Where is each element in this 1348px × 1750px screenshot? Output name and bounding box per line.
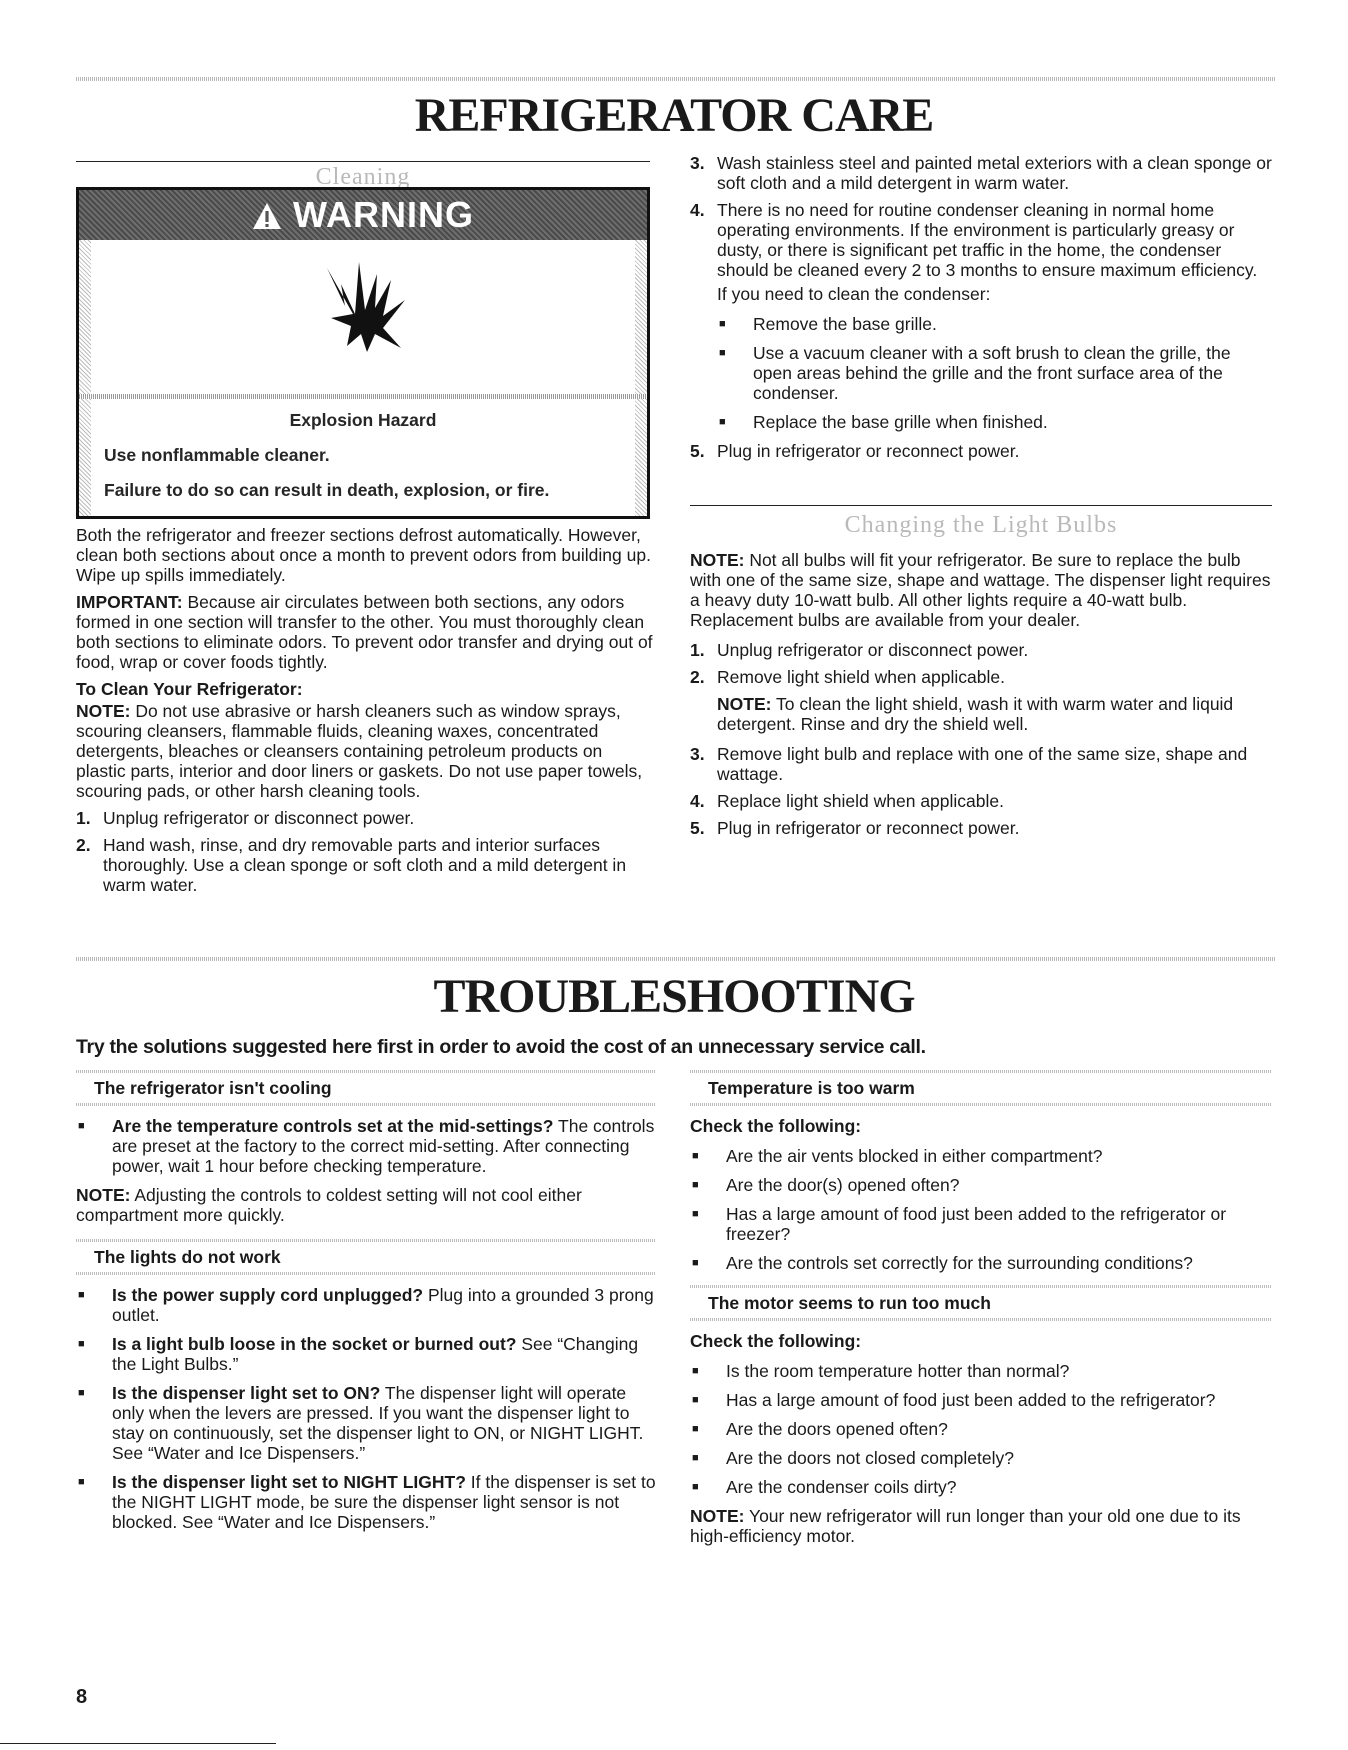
motor-check: Check the following: — [690, 1331, 862, 1351]
step-number: 2. — [76, 835, 91, 855]
lights-item — [76, 1334, 656, 1374]
lights-item — [76, 1383, 656, 1463]
condenser-intro: If you need to clean the condenser: — [717, 284, 991, 304]
item-text — [112, 1116, 656, 1176]
step-number: 5. — [690, 818, 705, 838]
not-cooling-heading: The refrigerator isn't cooling — [76, 1070, 656, 1106]
item-question: Are the temperature controls set at the mid-settings? — [112, 1116, 554, 1136]
bulbs-note-text: Not all bulbs will fit your refrigerator. Be sure to replace the bulb with one of the same size, shape and wattage. The dispenser light requires a heavy duty 10-watt bulb. All other lights require a 40-watt bulb. Replacement bulbs are available from your dealer. — [690, 550, 1271, 630]
step-number: 2. — [690, 667, 705, 687]
to-clean-heading: To Clean Your Refrigerator: — [76, 679, 303, 699]
bullet-icon: ■ — [719, 347, 726, 359]
step-number: 5. — [690, 441, 705, 461]
item-answer: See “Changing the Light Bulbs.” — [112, 1334, 639, 1374]
warning-line-2: Failure to do so can result in death, explosion, or fire. — [104, 480, 550, 500]
item-text: Are the doors not closed completely? — [726, 1448, 1014, 1468]
lights-item — [76, 1472, 656, 1532]
troubleshooting-title: TROUBLESHOOTING — [433, 970, 915, 1023]
too-warm-item — [690, 1253, 1272, 1273]
note-label: NOTE: — [690, 1506, 745, 1526]
note-text: Adjusting the controls to coldest setting will not cool either compartment more quickly. — [76, 1185, 582, 1225]
important-text: Because air circulates between both sections, any odors formed in one section will transfer to the other. You must thoroughly clean both sections to eliminate odors. To prevent odor transfer and drying out of food, wrap or cover foods tightly. — [76, 592, 653, 672]
step-number: 4. — [690, 791, 705, 811]
important-paragraph — [76, 592, 656, 672]
too-warm-item — [690, 1146, 1272, 1166]
step-number: 4. — [690, 200, 705, 220]
trouble-right — [690, 1070, 1272, 1553]
cleaning-step — [690, 200, 1272, 280]
warning-divider — [79, 394, 647, 399]
step-text: Plug in refrigerator or reconnect power. — [717, 818, 1020, 838]
warning-line-1: Use nonflammable cleaner. — [104, 445, 330, 465]
note-label: NOTE: — [76, 1185, 131, 1205]
bullet-icon: ■ — [692, 1179, 699, 1191]
item-text: Are the air vents blocked in either compartment? — [726, 1146, 1103, 1166]
motor-item — [690, 1390, 1272, 1410]
motor-item — [690, 1448, 1272, 1468]
condenser-bullet — [717, 314, 1272, 334]
motor-note — [690, 1506, 1272, 1546]
warning-left-shade — [79, 240, 91, 516]
bullet-icon: ■ — [692, 1365, 699, 1377]
cleaning-step — [690, 153, 1272, 193]
item-text: Are the condenser coils dirty? — [726, 1477, 957, 1497]
warning-title-text: WARNING — [293, 194, 474, 235]
not-cooling-item — [76, 1116, 656, 1176]
item-question: Is the dispenser light set to ON? — [112, 1383, 381, 1403]
bullet-icon: ■ — [692, 1394, 699, 1406]
not-cooling-note — [76, 1185, 656, 1225]
bulbs-note — [690, 550, 1272, 630]
left-heading-rule — [76, 161, 650, 162]
bullet-icon: ■ — [719, 416, 726, 428]
too-warm-heading: Temperature is too warm — [690, 1070, 1272, 1106]
motor-heading: The motor seems to run too much — [690, 1285, 1272, 1321]
step-text: Unplug refrigerator or disconnect power. — [103, 808, 415, 828]
step-number: 1. — [76, 808, 91, 828]
bulb-step — [690, 640, 1272, 660]
step-number: 1. — [690, 640, 705, 660]
item-answer: Plug into a grounded 3 prong outlet. — [112, 1285, 654, 1325]
bullet-text: Remove the base grille. — [753, 314, 937, 334]
too-warm-check: Check the following: — [690, 1116, 862, 1136]
bullet-icon: ■ — [78, 1387, 85, 1399]
item-question: Is the power supply cord unplugged? — [112, 1285, 424, 1305]
trouble-left — [76, 1070, 656, 1541]
item-text: Is the room temperature hotter than normal? — [726, 1361, 1070, 1381]
step-number: 3. — [690, 153, 705, 173]
bullet-icon: ■ — [78, 1289, 85, 1301]
bulb-step — [690, 818, 1272, 838]
bulb-step — [690, 791, 1272, 811]
bullet-icon: ■ — [78, 1120, 85, 1132]
care-left-text — [76, 525, 656, 902]
lights-item — [76, 1285, 656, 1325]
bulb-step — [690, 744, 1272, 784]
item-answer: The dispenser light will operate only when the levers are pressed. If you want the dispenser light to stay on continuously, set the dispenser light to ON, or NIGHT LIGHT. See “Water and Ice Dispensers.” — [112, 1383, 644, 1463]
shield-note-label: NOTE: — [717, 694, 772, 714]
defrost-paragraph: Both the refrigerator and freezer sections defrost automatically. However, clean both sections about once a month to prevent odors from building up. Wipe up spills immediately. — [76, 525, 651, 585]
step-text: Remove light bulb and replace with one of the same size, shape and wattage. — [717, 744, 1248, 784]
bullet-icon: ■ — [692, 1423, 699, 1435]
item-text — [112, 1285, 656, 1325]
item-text: Are the controls set correctly for the surrounding conditions? — [726, 1253, 1193, 1273]
warning-hazard: Explosion Hazard — [289, 410, 437, 430]
bulb-step — [690, 667, 1272, 687]
step-text: Wash stainless steel and painted metal exteriors with a clean sponge or soft cloth and a mild detergent in warm water. — [717, 153, 1272, 193]
item-text: Are the doors opened often? — [726, 1419, 948, 1439]
section-dotted-rule — [76, 957, 1276, 961]
care-right-text — [690, 153, 1272, 468]
too-warm-item — [690, 1175, 1272, 1195]
cleaning-step — [76, 835, 656, 895]
warning-box — [76, 187, 650, 519]
condenser-bullet — [717, 343, 1272, 403]
item-text: Has a large amount of food just been added to the refrigerator or freezer? — [726, 1204, 1227, 1244]
troubleshooting-intro: Try the solutions suggested here first in order to avoid the cost of an unnecessary service call. — [76, 1036, 926, 1058]
bulbs-text — [690, 550, 1272, 845]
bullet-text: Replace the base grille when finished. — [753, 412, 1048, 432]
motor-item — [690, 1361, 1272, 1381]
step-text: Plug in refrigerator or reconnect power. — [717, 441, 1020, 461]
warning-title — [79, 192, 647, 238]
explosion-icon — [321, 254, 411, 359]
bulbs-heading-rule — [690, 505, 1272, 506]
top-dotted-rule — [76, 77, 1276, 81]
bullet-icon: ■ — [78, 1476, 85, 1488]
bullet-icon: ■ — [719, 318, 726, 330]
light-shield-note — [690, 694, 1272, 734]
bullet-icon: ■ — [692, 1150, 699, 1162]
note-text: Do not use abrasive or harsh cleaners such as window sprays, scouring cleansers, flammable fluids, cleaning waxes, concentrated detergents, bleaches or cleansers containing petroleum products on plastic parts, interior and door liners or gaskets. Do not use paper towels, scouring pads, or other harsh cleaning tools. — [76, 701, 643, 801]
note-label: NOTE: — [76, 701, 131, 721]
page-number: 8 — [76, 1686, 88, 1708]
motor-item — [690, 1477, 1272, 1497]
cleaning-heading: Cleaning — [315, 164, 411, 190]
step-text: Hand wash, rinse, and dry removable parts and interior surfaces thoroughly. Use a clean sponge or soft cloth and a mild detergent in warm water. — [103, 835, 627, 895]
step-text: Replace light shield when applicable. — [717, 791, 1004, 811]
item-answer: If the dispenser is set to the NIGHT LIGHT mode, be sure the dispenser light sensor is not blocked. See “Water and Ice Dispensers.” — [112, 1472, 656, 1532]
item-text: Are the door(s) opened often? — [726, 1175, 960, 1195]
cleaning-step — [76, 808, 656, 828]
bullet-icon: ■ — [78, 1338, 85, 1350]
step-text: Unplug refrigerator or disconnect power. — [717, 640, 1029, 660]
item-text: Has a large amount of food just been added to the refrigerator? — [726, 1390, 1216, 1410]
motor-item — [690, 1419, 1272, 1439]
cleaners-note — [76, 701, 656, 801]
bulbs-heading: Changing the Light Bulbs — [844, 512, 1118, 538]
item-text — [112, 1334, 656, 1374]
item-text — [112, 1472, 656, 1532]
item-question: Is a light bulb loose in the socket or burned out? — [112, 1334, 517, 1354]
bullet-text: Use a vacuum cleaner with a soft brush to clean the grille, the open areas behind the grille and the front surface area of the condenser. — [753, 343, 1231, 403]
page-title: REFRIGERATOR CARE — [414, 89, 934, 142]
item-question: Is the dispenser light set to NIGHT LIGHT? — [112, 1472, 466, 1492]
item-answer: The controls are preset at the factory to the correct mid-setting. After connecting power, wait 1 hour before checking temperature. — [112, 1116, 655, 1176]
important-label: IMPORTANT: — [76, 592, 183, 612]
footer-rule — [0, 1743, 276, 1744]
lights-heading: The lights do not work — [76, 1239, 656, 1275]
bullet-icon: ■ — [692, 1452, 699, 1464]
cleaning-step — [690, 441, 1272, 461]
bullet-icon: ■ — [692, 1481, 699, 1493]
item-text — [112, 1383, 656, 1463]
step-text: Remove light shield when applicable. — [717, 667, 1005, 687]
shield-note-text: To clean the light shield, wash it with warm water and liquid detergent. Rinse and dry the shield well. — [717, 694, 1234, 734]
condenser-bullet — [717, 412, 1272, 432]
warning-triangle-icon — [252, 194, 293, 235]
too-warm-item — [690, 1204, 1272, 1244]
bulbs-note-label: NOTE: — [690, 550, 745, 570]
bullet-icon: ■ — [692, 1208, 699, 1220]
warning-right-shade — [635, 240, 647, 516]
bullet-icon: ■ — [692, 1257, 699, 1269]
step-text: There is no need for routine condenser cleaning in normal home operating environments. If the environment is particularly greasy or dusty, or there is significant pet traffic in the home, the condenser should be cleaned every 2 to 3 months to ensure maximum efficiency. — [717, 200, 1258, 280]
step-number: 3. — [690, 744, 705, 764]
note-text: Your new refrigerator will run longer than your old one due to its high-efficiency motor. — [690, 1506, 1241, 1546]
